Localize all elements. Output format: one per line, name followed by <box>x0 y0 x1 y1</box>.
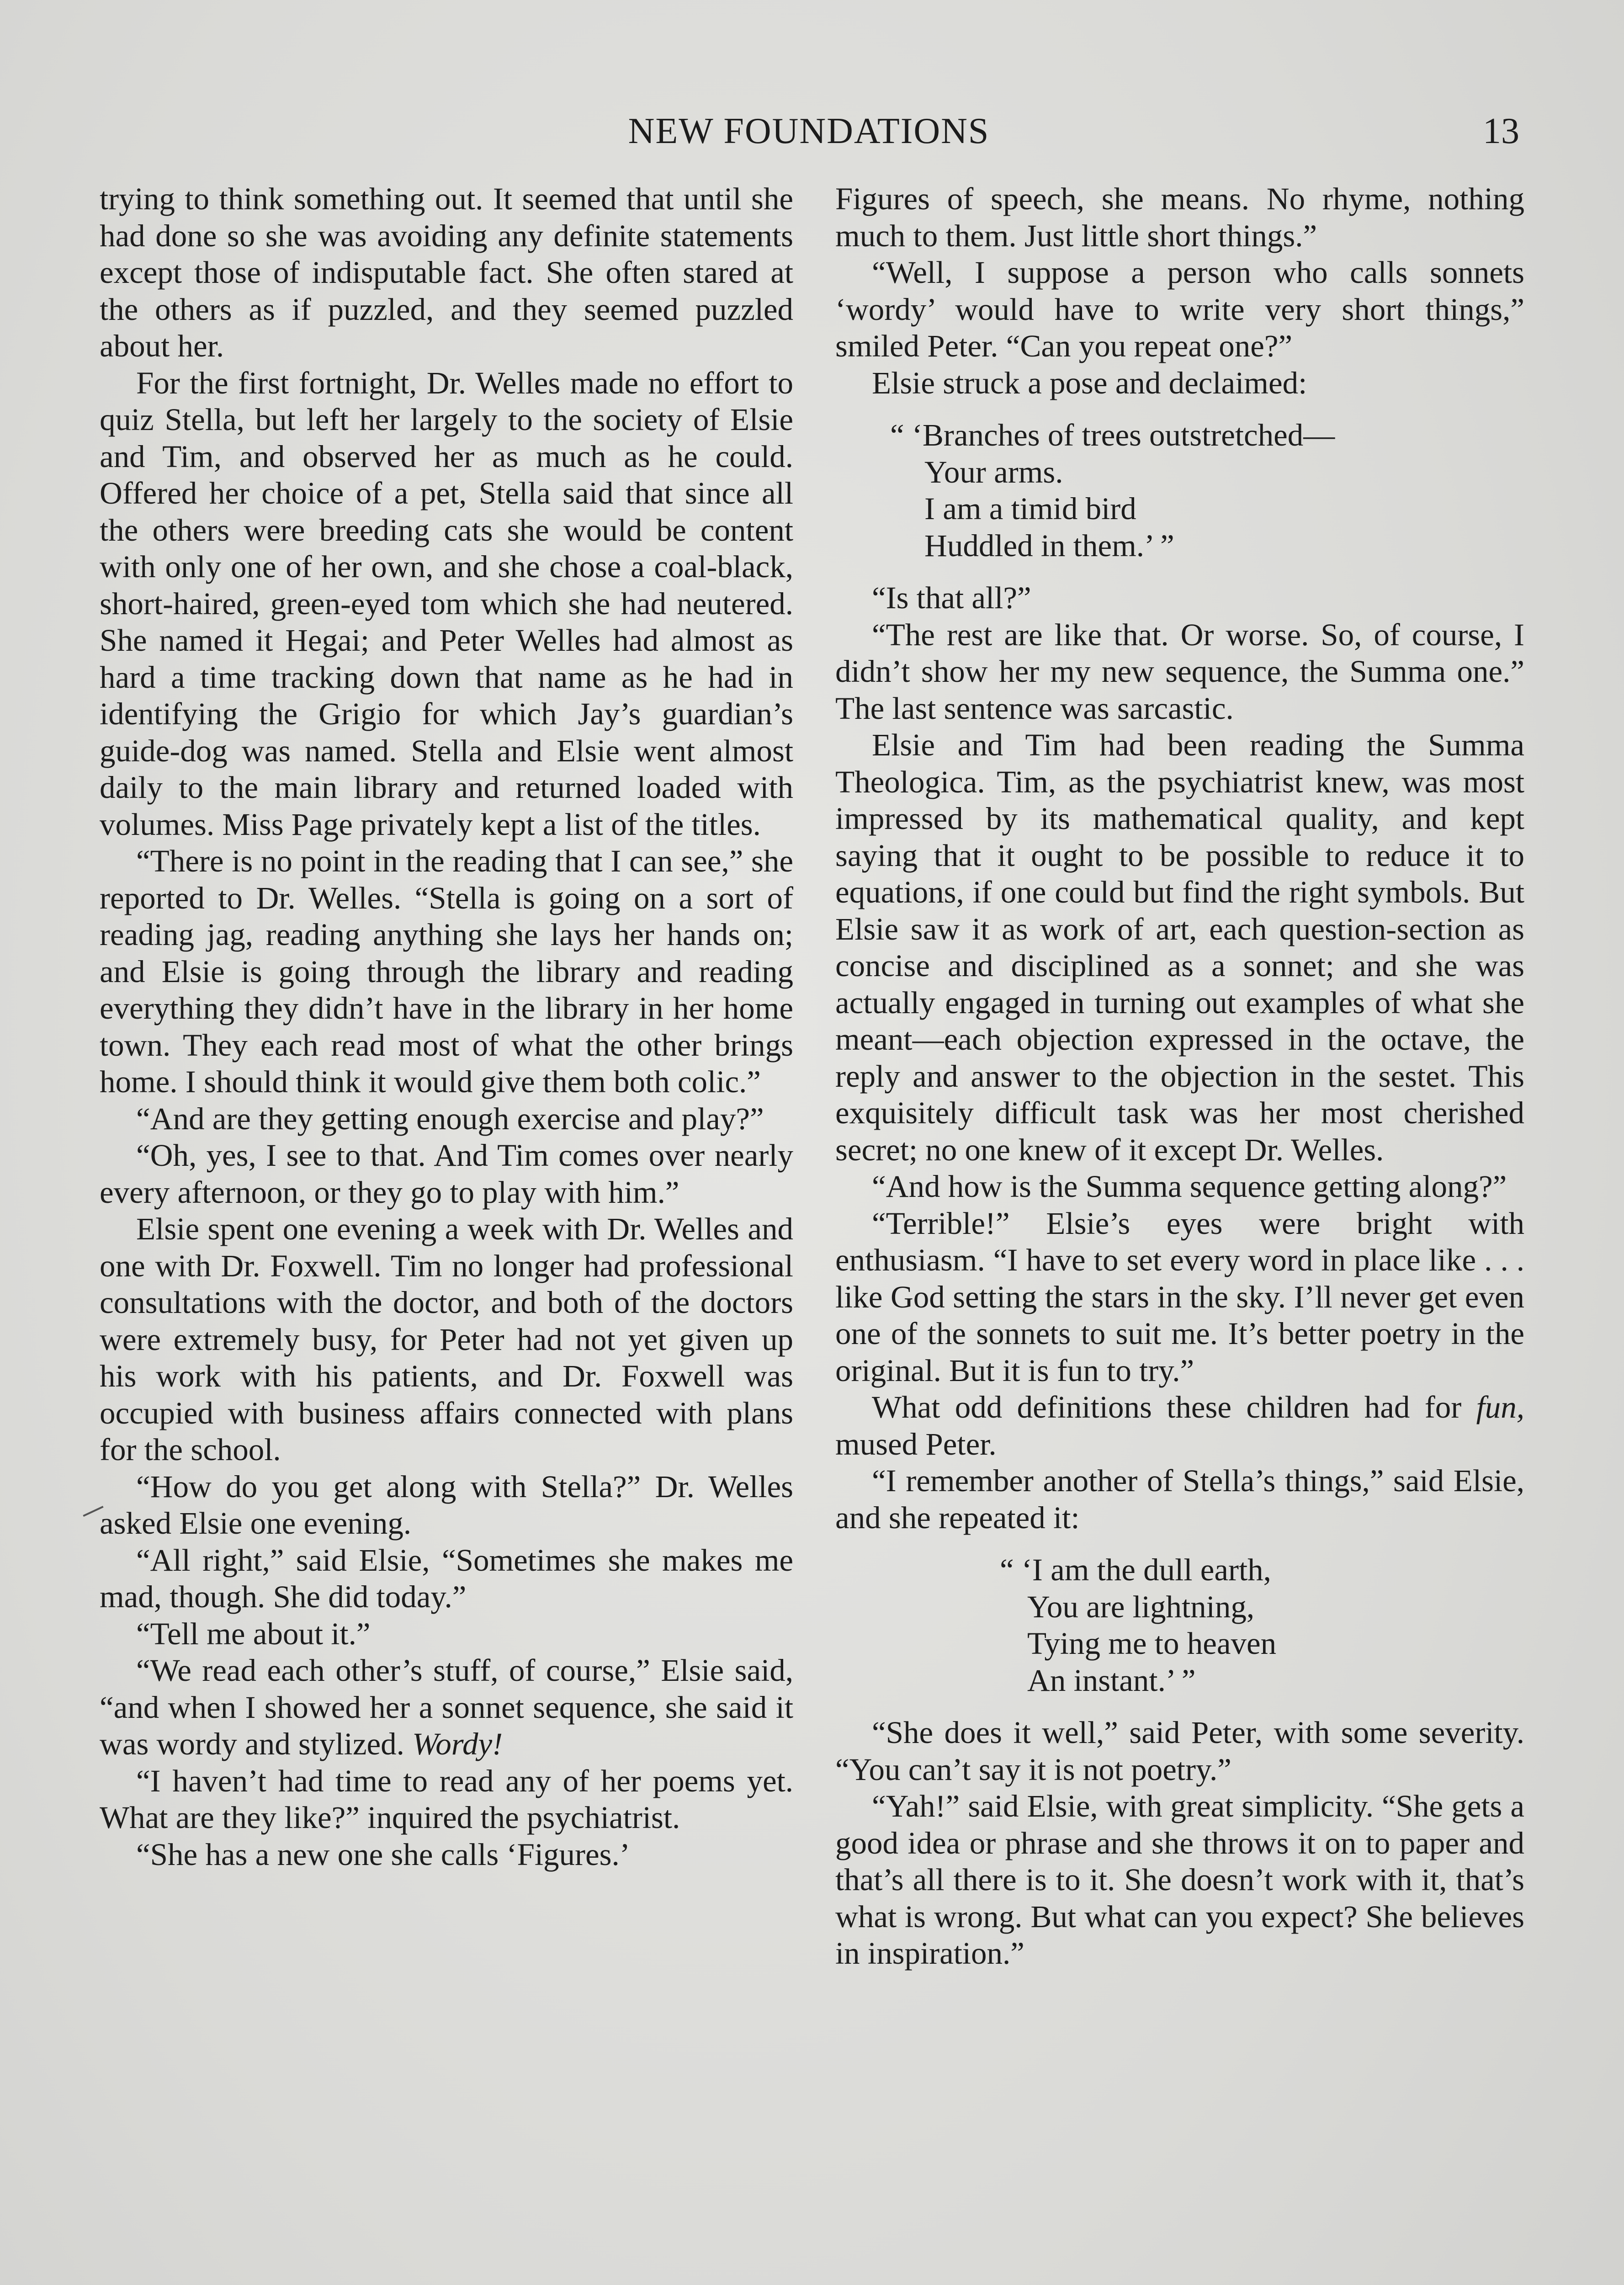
right-column <box>835 181 1524 1972</box>
page-header <box>98 106 1519 161</box>
paragraph: “Yah!” said Elsie, with great simplicity. “She gets a good idea or phrase and she throws it on to paper and that’s all there is to it. She doesn’t work with it, that’s what is wrong. But what can you expect? She believes in inspiration.” <box>835 1789 1524 1971</box>
verse-block <box>835 417 1524 564</box>
verse-block <box>835 1552 1524 1699</box>
paragraph: “I haven’t had time to read any of her poems yet. What are they like?” inquired the psychiatrist. <box>100 1763 793 1835</box>
paragraph: “How do you get along with Stella?” Dr. Welles asked Elsie one evening. <box>100 1469 793 1541</box>
verse-line: “ ‘Branches of trees outstretched— <box>890 418 1335 452</box>
paragraph: “Tell me about it.” <box>136 1616 371 1651</box>
paragraph: Elsie struck a pose and declaimed: <box>872 365 1307 400</box>
emphasis-text: Wordy! <box>412 1727 503 1761</box>
paragraph: Figures of speech, she means. No rhyme, nothing much to them. Just little short things.” <box>835 181 1524 253</box>
running-title: NEW FOUNDATIONS <box>628 111 990 151</box>
paragraph: “Is that all?” <box>872 580 1031 615</box>
paragraph: Elsie and Tim had been reading the Summa Theologica. Tim, as the psychiatrist knew, was most impressed by its mathematical quality, and kept saying that it ought to be possible to reduce it to equations, if one could but find the right symbols. But Elsie saw it as work of art, each question-section as concise and disciplined as a sonnet; and she was actually engaged in turning out examples of what she meant—each objection expressed in the octave, the reply and answer to the objection in the sestet. This exquisitely difficult task was her most cherished secret; no one knew of it except Dr. Welles. <box>835 728 1524 1167</box>
paragraph: Elsie spent one evening a week with Dr. Welles and one with Dr. Foxwell. Tim no longer had professional consultations with the doctor, and both of the doctors were extremely busy, for Peter had not yet given up his work with his patients, and Dr. Foxwell was occupied with business affairs connected with plans for the school. <box>100 1212 793 1467</box>
paragraph <box>835 1389 1524 1462</box>
paragraph: “And are they getting enough exercise and play?” <box>136 1101 764 1136</box>
paragraph: “There is no point in the reading that I can see,” she reported to Dr. Welles. “Stella is going on a sort of reading jag, reading anything she lays her hands on; and Elsie is going through the library and reading everything they didn’t have in the library in her home town. They each read most of what the other brings home. I should think it would give them both colic.” <box>100 844 793 1099</box>
paragraph: “All right,” said Elsie, “Sometimes she makes me mad, though. She did today.” <box>100 1542 793 1614</box>
paragraph-text: “We read each other’s stuff, of course,” Elsie said, “and when I showed her a sonnet sequence, she said it was wordy and stylized. <box>100 1653 793 1761</box>
paragraph: “Oh, yes, I see to that. And Tim comes over nearly every afternoon, or they go to play with him.” <box>100 1138 793 1210</box>
verse-line: You are lightning, <box>1027 1589 1255 1624</box>
verse-line: An instant.’ ” <box>1027 1663 1196 1698</box>
paragraph: “The rest are like that. Or worse. So, of course, I didn’t show her my new sequence, the Summa one.” The last sentence was sarcastic. <box>835 617 1524 726</box>
verse-line: “ ‘I am the dull earth, <box>1000 1552 1271 1587</box>
paragraph: trying to think something out. It seemed that until she had done so she was avoiding any definite statements except those of indisputable fact. She often stared at the others as if puzzled, and they seemed puzzled about her. <box>100 181 793 363</box>
verse-line: Huddled in them.’ ” <box>924 528 1174 563</box>
verse-line: Your arms. <box>924 454 1063 489</box>
paragraph <box>100 1652 793 1763</box>
paragraph: “Terrible!” Elsie’s eyes were bright with enthusiasm. “I have to set every word in place like . . . like God setting the stars in the sky. I’ll never get even one of the sonnets to suit me. It’s better poetry in the original. But it is fun to try.” <box>835 1206 1524 1388</box>
paragraph: “And how is the Summa sequence getting along?” <box>872 1169 1507 1204</box>
page-number: 13 <box>1483 111 1519 151</box>
paragraph: “I remember another of Stella’s things,” said Elsie, and she repeated it: <box>835 1463 1524 1535</box>
paragraph-text: mused Peter. <box>835 1426 997 1461</box>
left-column <box>100 181 793 1873</box>
paragraph-text: What odd definitions these children had for <box>872 1390 1476 1424</box>
paragraph: “She has a new one she calls ‘Figures.’ <box>136 1837 630 1872</box>
verse-line: I am a timid bird <box>924 491 1136 526</box>
emphasis-text: fun, <box>1476 1390 1524 1424</box>
paragraph: “She does it well,” said Peter, with some severity. “You can’t say it is not poetry.” <box>835 1715 1524 1787</box>
paragraph: For the first fortnight, Dr. Welles made no effort to quiz Stella, but left her largely to the society of Elsie and Tim, and observed her as much as he could. Offered her choice of a pet, Stella said that since all the others were breeding cats she would be content with only one of her own, and she chose a coal-black, short-haired, green-eyed tom which she had neutered. She named it Hegai; and Peter Welles had almost as hard a time tracking down that name as he had in identifying the Grigio for which Jay’s guardian’s guide-dog was named. Stella and Elsie went almost daily to the main library and returned loaded with volumes. Miss Page privately kept a list of the titles. <box>100 365 793 842</box>
verse-line: Tying me to heaven <box>1027 1626 1277 1661</box>
paragraph: “Well, I suppose a person who calls sonnets ‘wordy’ would have to write very short things,” smiled Peter. “Can you repeat one?” <box>835 255 1524 363</box>
